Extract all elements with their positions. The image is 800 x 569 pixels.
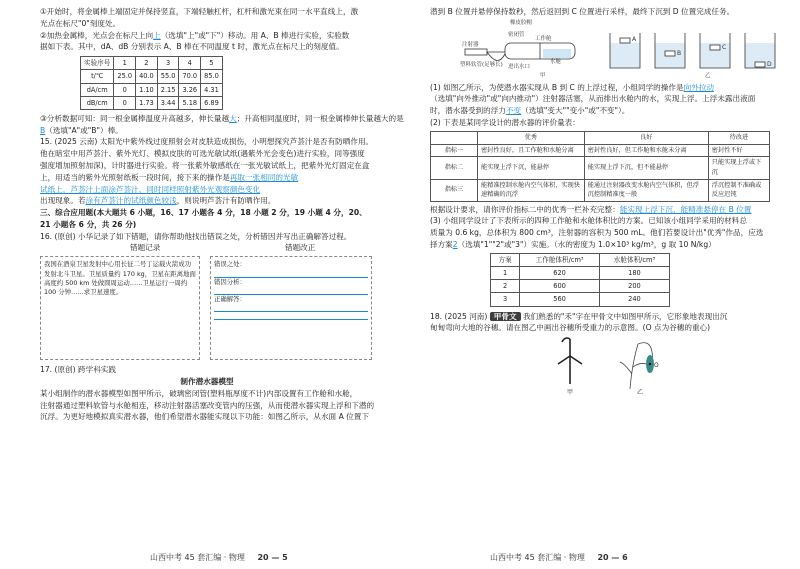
table-row: dB/cm 0 1.73 3.44 5.18 6.89 xyxy=(81,96,223,109)
label-a: A xyxy=(632,35,637,43)
figure-jia xyxy=(465,43,575,61)
table-row: t/℃ 25.0 40.0 55.0 70.0 85.0 xyxy=(81,70,223,83)
error-boxes xyxy=(40,242,374,364)
label-rubber-cap: 橡皮胶帽 xyxy=(510,19,533,26)
label-work-cabin: 工作舱 xyxy=(535,35,552,42)
label-syringe: 注射器 xyxy=(462,41,479,48)
error-fix-box: 错误之处： 错因分析： 正确解答： xyxy=(210,256,372,360)
q14-answer-3: B xyxy=(40,125,46,135)
table-row: 指标二 能实现上浮下沉，能悬停 能实现上浮下沉，但不能悬停 只能实现上浮或下沉 xyxy=(431,157,770,179)
article-line-1: 某小组制作的潜水器模型如图甲所示，破璃密闭管(塑料瓶厚度不计)内部设置有工作舱和水舱， xyxy=(40,388,358,398)
q15-line-2: 他在暗室中用芦荟汁、紫外光灯、模拟皮肤的可选光敏试纸(遇紫外光会变色)进行实验，同等强度 xyxy=(40,149,365,159)
label-sealed-tube: 密闭管 xyxy=(508,31,525,38)
q1-answer-2: 不变 xyxy=(505,106,522,116)
q3-line-2: 质量为 0.6 kg，总体积为 800 cm³，注射器的容积为 500 mL。他们若要设计出"优秀"作品，应选 xyxy=(430,228,764,238)
q1-answer-1: 向外拉动 xyxy=(683,82,714,92)
footer-left: 山西中考 45 套汇编 · 物理 20 — 5 xyxy=(150,552,288,562)
table-row: 3 560 240 xyxy=(491,293,670,306)
error-record-box: 我国在酒泉卫星发射中心用长征二号丁运载火箭成功发射北斗卫星。卫星质量约 170 kg，卫星在距离地面高度约 500 km 处做圆周运动……卫星运行一周约 100 分钟……求卫星速度。 xyxy=(40,256,200,360)
q17-text: 17. (原创) 跨学科实践 xyxy=(40,365,116,375)
grain-plant xyxy=(620,343,654,389)
table-row: 指标三 能精准控制水舱内空气体积，实现快速精确的沉浮 能通过注射器改变水舱内空气体积，但浮沉控制精准度一般 浮沉控制不准确或反应迟钝 xyxy=(431,179,770,201)
label-d: D xyxy=(767,60,772,68)
intro-line: 潜到 B 位置并悬停保持数秒，然后返回到 C 位置进行采样，最终下沉到 D 位置完成任务。 xyxy=(430,7,735,16)
right-page xyxy=(400,0,800,569)
q14-line-3: ②加热金属棒，光点会在标尺上向上（选填"上"或"下"）移动。用 A、B 棒进行实验，实验数 xyxy=(40,30,350,40)
plan-table: 方案 工作舱体积/cm³ 水舱体积/cm³ 1 620 180 2 600 200 3 560 240 xyxy=(490,253,670,307)
submarine-figure xyxy=(460,18,800,78)
thermal-table: 实验序号 1 2 3 4 5 t/℃ 25.0 40.0 55.0 70.0 85.0 dA/cm 0 1.10 2.15 3.26 4.31 dB/cm 0 1.73 3.44 5.18 6.89 xyxy=(80,56,223,110)
label-yi: 乙 xyxy=(705,72,711,79)
article-line-2: 注射器通过塑料软管与水舱相连，移动注射器活塞改变管内的压强，从而使潜水器实现上浮和下潜的 xyxy=(40,400,375,410)
q15-answer-2: 涂有芦荟汁的试纸颜色较浅 xyxy=(85,196,177,206)
table-row: 指标一 密封性良好，且工作舱和水舱分离 密封性良好，但工作舱和水舱未分离 密封性不好 xyxy=(431,144,770,157)
q15-line-4: 上，用适当的紫外光照射纸板一段时间，接下来的操作是再取一张相同的光敏 xyxy=(40,172,299,182)
q2-answer: 能实现上浮下沉，能精准悬停在 B 位置 xyxy=(619,204,752,214)
article-title: 制作潜水器模型 xyxy=(180,377,234,387)
q15-line-6: 出现现象。若涂有芦荟汁的试纸颜色较浅，则说明芦荟汁有防晒作用。 xyxy=(40,196,276,206)
error-record-title: 错题记录 xyxy=(130,243,161,253)
q14-line-6: B（选填"A"或"B"）棒。 xyxy=(40,125,123,135)
q2-line: (2) 下表是某同学设计的潜水器的评价量表： xyxy=(430,118,580,128)
label-c: C xyxy=(722,43,727,51)
footer-right: 山西中考 45 套汇编 · 物理 20 — 6 xyxy=(490,552,628,562)
q14-line-2: 光点在标尺"0"刻度处。 xyxy=(40,18,121,28)
label-b: B xyxy=(677,49,682,57)
q14-answer-2: 大 xyxy=(229,113,237,123)
q1-line-1: (1) 如图乙所示，为使潜水器实现从 B 到 C 的上浮过程，小组同学的操作是向外拉动 xyxy=(430,82,714,92)
page-number-right: 20 — 6 xyxy=(597,552,628,562)
q18-line-1: 18. (2025 河南) 甲骨文 我们熟悉的"禾"字在甲骨文中如图甲所示，它形象地表现出沉 xyxy=(430,311,728,321)
article-line-3: 沉浮。为更好地模拟真实潜水器，他们希望潜水器能实现以下功能：如图乙所示，从水面 A 位置下 xyxy=(40,412,369,422)
oracle-bone-chip: 甲骨文 xyxy=(490,312,521,321)
q15-line-5: 试纸上，芦荟汁上面涂芦荟汁，同时同样照射紫外光观察颜色变化 xyxy=(40,184,261,194)
q15-answer-1: 再取一张相同的光敏 xyxy=(229,172,299,182)
evaluation-table: 优秀 良好 待改进 指标一 密封性良好，且工作舱和水舱分离 密封性良好，但工作舱和水舱未分离 密封性不好 指标二 能实现上浮下沉，能悬停 能实现上浮下沉，但不能悬停 只能实现上浮或下沉 指标三 能精准控制水舱内空气体积，实现快速精确的沉浮 能通过注射器改变水舱内空气体积，但浮沉控制精准度一般 浮沉控制不准确或反应迟钝 xyxy=(430,131,770,202)
q2-answer-line: 根据设计要求，请你评价指标二中的优秀一栏补充完整：能实现上浮下沉，能精准悬停在 B 位置 xyxy=(430,204,752,214)
q18-line-2: 甸甸弯向大地的谷穗。请在图乙中画出谷穗所受重力的示意图。(O 点为谷穗的重心) xyxy=(430,323,711,333)
section-3-heading: 三、综合应用题(本大题共 6 小题，16、17 小题各 4 分，18 小题 2 分，19 小题 4 分，20、21 小题各 6 分，共 26 分) xyxy=(40,208,367,229)
label-jia: 甲 xyxy=(540,72,546,79)
q14-line-4: 据如下表。其中，dA、dB 分别表示 A、B 棒在不同温度 t 时，激光点在标尺上的刻度值。 xyxy=(40,42,344,52)
q16-text: 16. (原创) 小华记录了如下错题，请你帮助他找出错误之处，分析错因并写出正确解答过程。 xyxy=(40,231,352,241)
table-row: 1 620 180 xyxy=(491,267,670,280)
label-inlet: 进出水口 xyxy=(508,63,531,70)
label-soft-tube: 塑料软管(足够长) xyxy=(460,61,503,68)
table-row: 2 600 200 xyxy=(491,280,670,293)
grain-figure xyxy=(540,334,740,396)
plant-label-yi: 乙 xyxy=(637,389,644,397)
q14-line-1: ①开始时，将金属棒上端固定并保持竖直，下端轻触杠杆，杠杆和激光束在同一水平直线上，激 xyxy=(40,7,359,16)
q14-line-5: ③分析数据可知：同一根金属棒温度升高越多，伸长量越大；升高相同温度时，同一根金属棒伸长量越大的是 xyxy=(40,113,404,123)
label-water-cabin: 水舱 xyxy=(550,58,562,65)
glyph-he xyxy=(558,338,582,384)
q15-line-3: 强度增加照射加深)，计时器进行实验。将一张紫外敏感纸在一张光敏试纸上，把紫外光灯固定在盒 xyxy=(40,161,370,170)
table-row: dA/cm 0 1.10 2.15 3.26 4.31 xyxy=(81,83,223,96)
page-number-left: 20 — 5 xyxy=(257,552,288,562)
q14-answer-1: 上 xyxy=(153,30,161,40)
label-o: O xyxy=(654,362,659,370)
q3-answer: 2 xyxy=(452,240,458,250)
q1-line-2: （选填"向外推动"或"向内推动"）注射器活塞，从而排出水舱内的水，实现上浮。上浮未露出液面时，潜水器受到的浮力不变（选填"变大""变小"或"不变"）。 xyxy=(430,94,756,116)
glyph-label-jia: 甲 xyxy=(567,389,574,397)
q3-line-3: 择方案2（选填"1""2"或"3"）实施。（水的密度为 1.0×10³ kg/m³，g 取 10 N/kg） xyxy=(430,240,716,250)
error-fix-title: 错题改正 xyxy=(285,243,316,253)
q3-line-1: (3) 小组同学设计了下表所示的四种工作舱和水舱体积比的方案。已知该小组同学采用的材料总 xyxy=(430,216,747,226)
q15-line-1: 15. (2025 云南) 太阳光中紫外线过度照射会对皮肤造成损伤，小明想探究芦荟汁是否有防晒作用。 xyxy=(40,137,374,147)
